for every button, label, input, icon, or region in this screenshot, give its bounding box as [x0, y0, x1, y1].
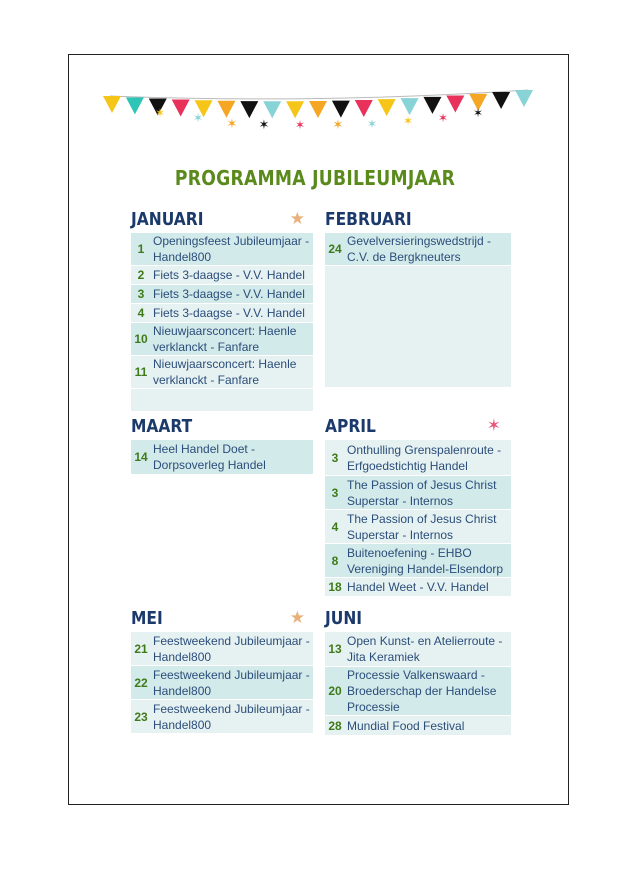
- star-icon: ✶: [154, 106, 166, 120]
- bunting-flag: [263, 101, 281, 118]
- table-row: [325, 233, 511, 266]
- star-icon: ✶: [402, 114, 414, 128]
- event-day: 24: [328, 242, 342, 256]
- bunting-flag: [401, 98, 419, 115]
- event-text: Nieuwjaarsconcert: Haenle verklanckt - Fanfare: [153, 357, 297, 387]
- event-text: Onthulling Grenspalenroute - Erfgoedstichtig Handel: [347, 442, 502, 473]
- month-title: JANUARI: [131, 209, 204, 230]
- star-icon: ✶: [258, 118, 270, 133]
- event-day: 14: [134, 450, 148, 464]
- bunting-flag: [126, 97, 144, 114]
- bunting-flag: [332, 101, 350, 118]
- bunting-flag: [378, 99, 396, 116]
- table-row: [131, 356, 313, 389]
- bunting-flag: [515, 90, 533, 107]
- table-row: [131, 632, 313, 666]
- events-table: [325, 632, 511, 733]
- star-icon: ✶: [332, 118, 344, 133]
- month-mei: [131, 608, 313, 731]
- event-day: 4: [331, 519, 339, 534]
- event-text: Heel Handel Doet - Dorpsoverleg Handel: [153, 442, 266, 472]
- bunting-decoration: [0, 0, 630, 140]
- month-juni: [325, 608, 511, 733]
- events-table: [131, 632, 313, 731]
- table-row: [131, 700, 313, 734]
- event-text: Feestweekend Jubileumjaar - Handel800: [153, 633, 310, 664]
- star-icon: ✶: [294, 118, 306, 132]
- table-row: [325, 440, 511, 476]
- month-maart: [131, 416, 313, 474]
- month-title: APRIL: [325, 416, 376, 437]
- month-title: FEBRUARI: [325, 209, 412, 230]
- table-row: [131, 323, 313, 356]
- bunting-flag: [172, 99, 190, 116]
- star-icon: ✶: [472, 106, 484, 120]
- event-text: Fiets 3-daagse - V.V. Handel: [153, 287, 305, 301]
- event-text: Mundial Food Festival: [347, 718, 465, 733]
- event-day: 10: [134, 332, 148, 346]
- event-day: 3: [331, 485, 339, 500]
- table-row: [325, 510, 511, 544]
- events-table: [131, 233, 313, 411]
- table-row: [325, 632, 511, 667]
- event-text: Open Kunst- en Atelierroute - Jita Keramiek: [347, 634, 503, 664]
- event-text: Feestweekend Jubileumjaar - Handel800: [153, 701, 310, 732]
- event-day: 11: [134, 365, 148, 379]
- bunting-flag: [492, 92, 510, 109]
- event-day: 8: [331, 553, 339, 568]
- month-april: [325, 416, 511, 592]
- table-row: [131, 233, 313, 266]
- event-text: Handel Weet - V.V. Handel: [347, 580, 489, 594]
- event-text: Fiets 3-daagse - V.V. Handel: [153, 306, 305, 320]
- bunting-flag: [217, 101, 235, 118]
- event-day: 18: [328, 580, 342, 594]
- star-icon: ✶: [486, 416, 501, 435]
- events-table: [131, 440, 313, 474]
- table-row: [131, 266, 313, 285]
- table-row: [325, 476, 511, 510]
- event-text: The Passion of Jesus Christ Superstar - Internos: [347, 477, 497, 508]
- table-row: [131, 285, 313, 304]
- month-title: MEI: [131, 608, 163, 629]
- table-row: [325, 716, 511, 736]
- table-row: [325, 578, 511, 597]
- table-row: [325, 667, 511, 716]
- bunting-flag: [309, 101, 327, 118]
- event-day: 20: [328, 684, 342, 698]
- table-row: [131, 440, 313, 475]
- event-day: 23: [134, 709, 148, 724]
- star-icon: ★: [289, 209, 305, 228]
- month-januari: [131, 209, 313, 411]
- event-text: Buitenoefening - EHBO Vereniging Handel-Elsendorp: [347, 545, 504, 576]
- month-title: MAART: [131, 416, 193, 437]
- events-table: [325, 440, 511, 592]
- bunting-flag: [103, 96, 121, 113]
- bunting-flag: [355, 100, 373, 117]
- bunting-flag: [286, 101, 304, 118]
- table-row: [325, 544, 511, 578]
- event-day: 1: [137, 242, 145, 256]
- page-title: PROGRAMMA JUBILEUMJAAR: [174, 166, 456, 190]
- bunting-flag: [240, 101, 258, 118]
- event-text: Feestweekend Jubileumjaar - Handel800: [153, 667, 310, 698]
- star-icon: ✶: [437, 111, 449, 125]
- event-day: 28: [328, 718, 342, 733]
- event-text: The Passion of Jesus Christ Superstar - Internos: [347, 511, 497, 542]
- event-day: 21: [134, 641, 148, 656]
- event-day: 2: [137, 268, 145, 282]
- event-text: Fiets 3-daagse - V.V. Handel: [153, 268, 305, 282]
- table-row: [131, 666, 313, 700]
- events-table: [325, 233, 511, 387]
- event-day: 22: [134, 675, 148, 690]
- event-text: Processie Valkenswaard - Broederschap der Handelse Processie: [347, 668, 497, 714]
- month-februari: [325, 209, 511, 387]
- event-day: 13: [328, 642, 342, 656]
- event-day: 3: [331, 450, 339, 465]
- event-day: 4: [137, 306, 145, 320]
- star-icon: ★: [289, 608, 305, 627]
- event-day: 3: [137, 287, 145, 301]
- star-icon: ✶: [192, 111, 204, 125]
- event-text: Openingsfeest Jubileumjaar - Handel800: [153, 234, 310, 264]
- table-row: [131, 304, 313, 323]
- star-icon: ✶: [366, 117, 378, 131]
- bunting-flag: [446, 95, 464, 112]
- event-text: Gevelversieringswedstrijd - C.V. de Bergkneuters: [347, 234, 492, 264]
- star-icon: ✶: [226, 117, 238, 132]
- month-title: JUNI: [325, 608, 363, 629]
- event-text: Nieuwjaarsconcert: Haenle verklanckt - Fanfare: [153, 324, 297, 354]
